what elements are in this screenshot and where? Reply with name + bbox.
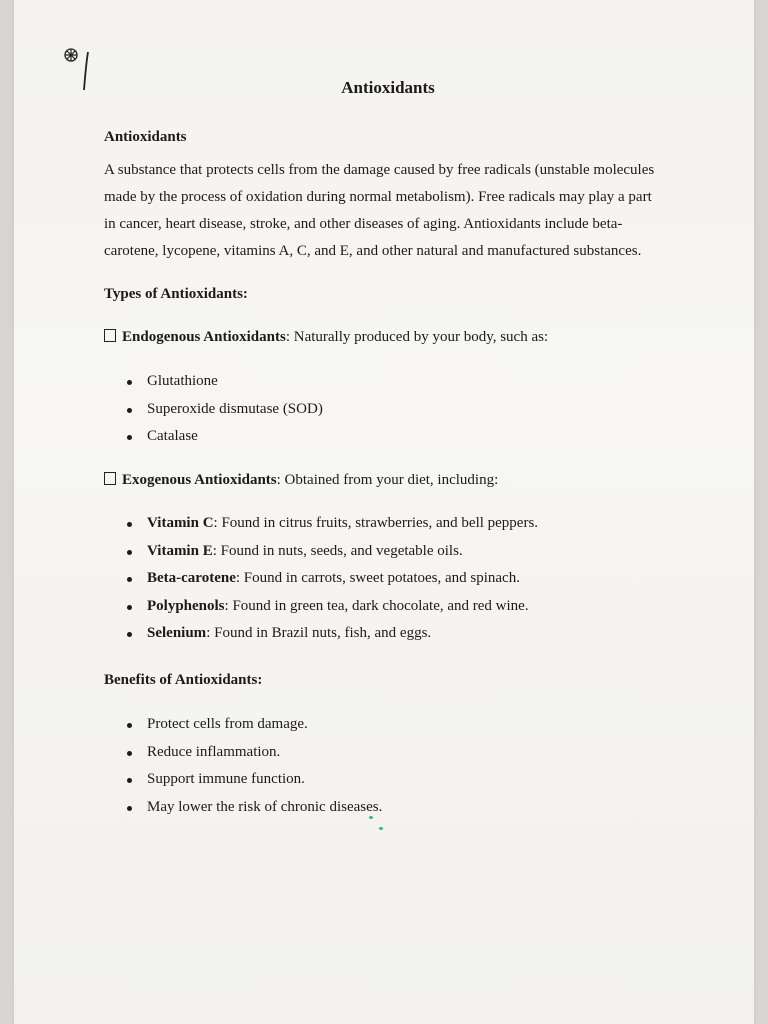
list-item: Reduce inflammation. (125, 741, 382, 769)
list-item: Glutathione (125, 370, 323, 398)
checkbox-square-icon (104, 329, 116, 342)
ink-speck (369, 816, 373, 819)
endogenous-text: : Naturally produced by your body, such as: (285, 329, 549, 345)
nutrient-name: Polyphenols (147, 597, 225, 614)
intro-heading: Antioxidants (104, 129, 187, 145)
list-item (125, 567, 538, 595)
intro-line: A substance that protects cells from the damage caused by free radicals (unstable molecules (104, 162, 655, 178)
endogenous-label: Endogenous Antioxidants (122, 329, 286, 345)
endogenous-section (104, 329, 548, 346)
nutrient-desc: : Found in carrots, sweet potatoes, and spinach. (235, 570, 520, 586)
exogenous-section (104, 472, 498, 489)
list-item (125, 512, 538, 540)
exogenous-text: : Obtained from your diet, including: (276, 472, 499, 488)
page-title: Antioxidants (341, 78, 435, 97)
checkbox-square-icon (104, 472, 116, 485)
nutrient-name: Vitamin C (147, 515, 214, 531)
nutrient-desc: : Found in nuts, seeds, and vegetable oils. (212, 542, 463, 559)
list-item (125, 622, 538, 650)
intro-paragraph (104, 157, 676, 265)
exogenous-list (125, 512, 538, 650)
benefits-heading: Benefits of Antioxidants: (104, 672, 263, 688)
list-item (125, 595, 538, 623)
types-heading: Types of Antioxidants: (104, 286, 248, 302)
ink-speck (379, 827, 383, 830)
list-item: May lower the risk of chronic diseases. (125, 796, 382, 824)
list-item: Superoxide dismutase (SOD) (125, 398, 323, 426)
intro-line: made by the process of oxidation during normal metabolism). Free radicals may play a part (104, 189, 652, 205)
nutrient-desc: : Found in green tea, dark chocolate, and red wine. (224, 597, 529, 614)
list-item: Catalase (125, 425, 323, 453)
nutrient-name: Selenium (147, 625, 207, 641)
endogenous-list (125, 370, 323, 453)
nutrient-desc: : Found in citrus fruits, strawberries, and bell peppers. (213, 515, 539, 531)
nutrient-name: Beta-carotene (147, 570, 236, 586)
list-item (125, 540, 538, 568)
benefits-list (125, 713, 382, 823)
nutrient-desc: : Found in Brazil nuts, fish, and eggs. (206, 625, 432, 641)
list-item: Support immune function. (125, 768, 382, 796)
nutrient-name: Vitamin E (147, 542, 213, 559)
intro-line: carotene, lycopene, vitamins A, C, and E, and other natural and manufactured substances. (104, 243, 642, 259)
list-item: Protect cells from damage. (125, 713, 382, 741)
exogenous-label: Exogenous Antioxidants (122, 472, 277, 488)
intro-line: in cancer, heart disease, stroke, and other diseases of aging. Antioxidants include beta- (104, 216, 623, 232)
